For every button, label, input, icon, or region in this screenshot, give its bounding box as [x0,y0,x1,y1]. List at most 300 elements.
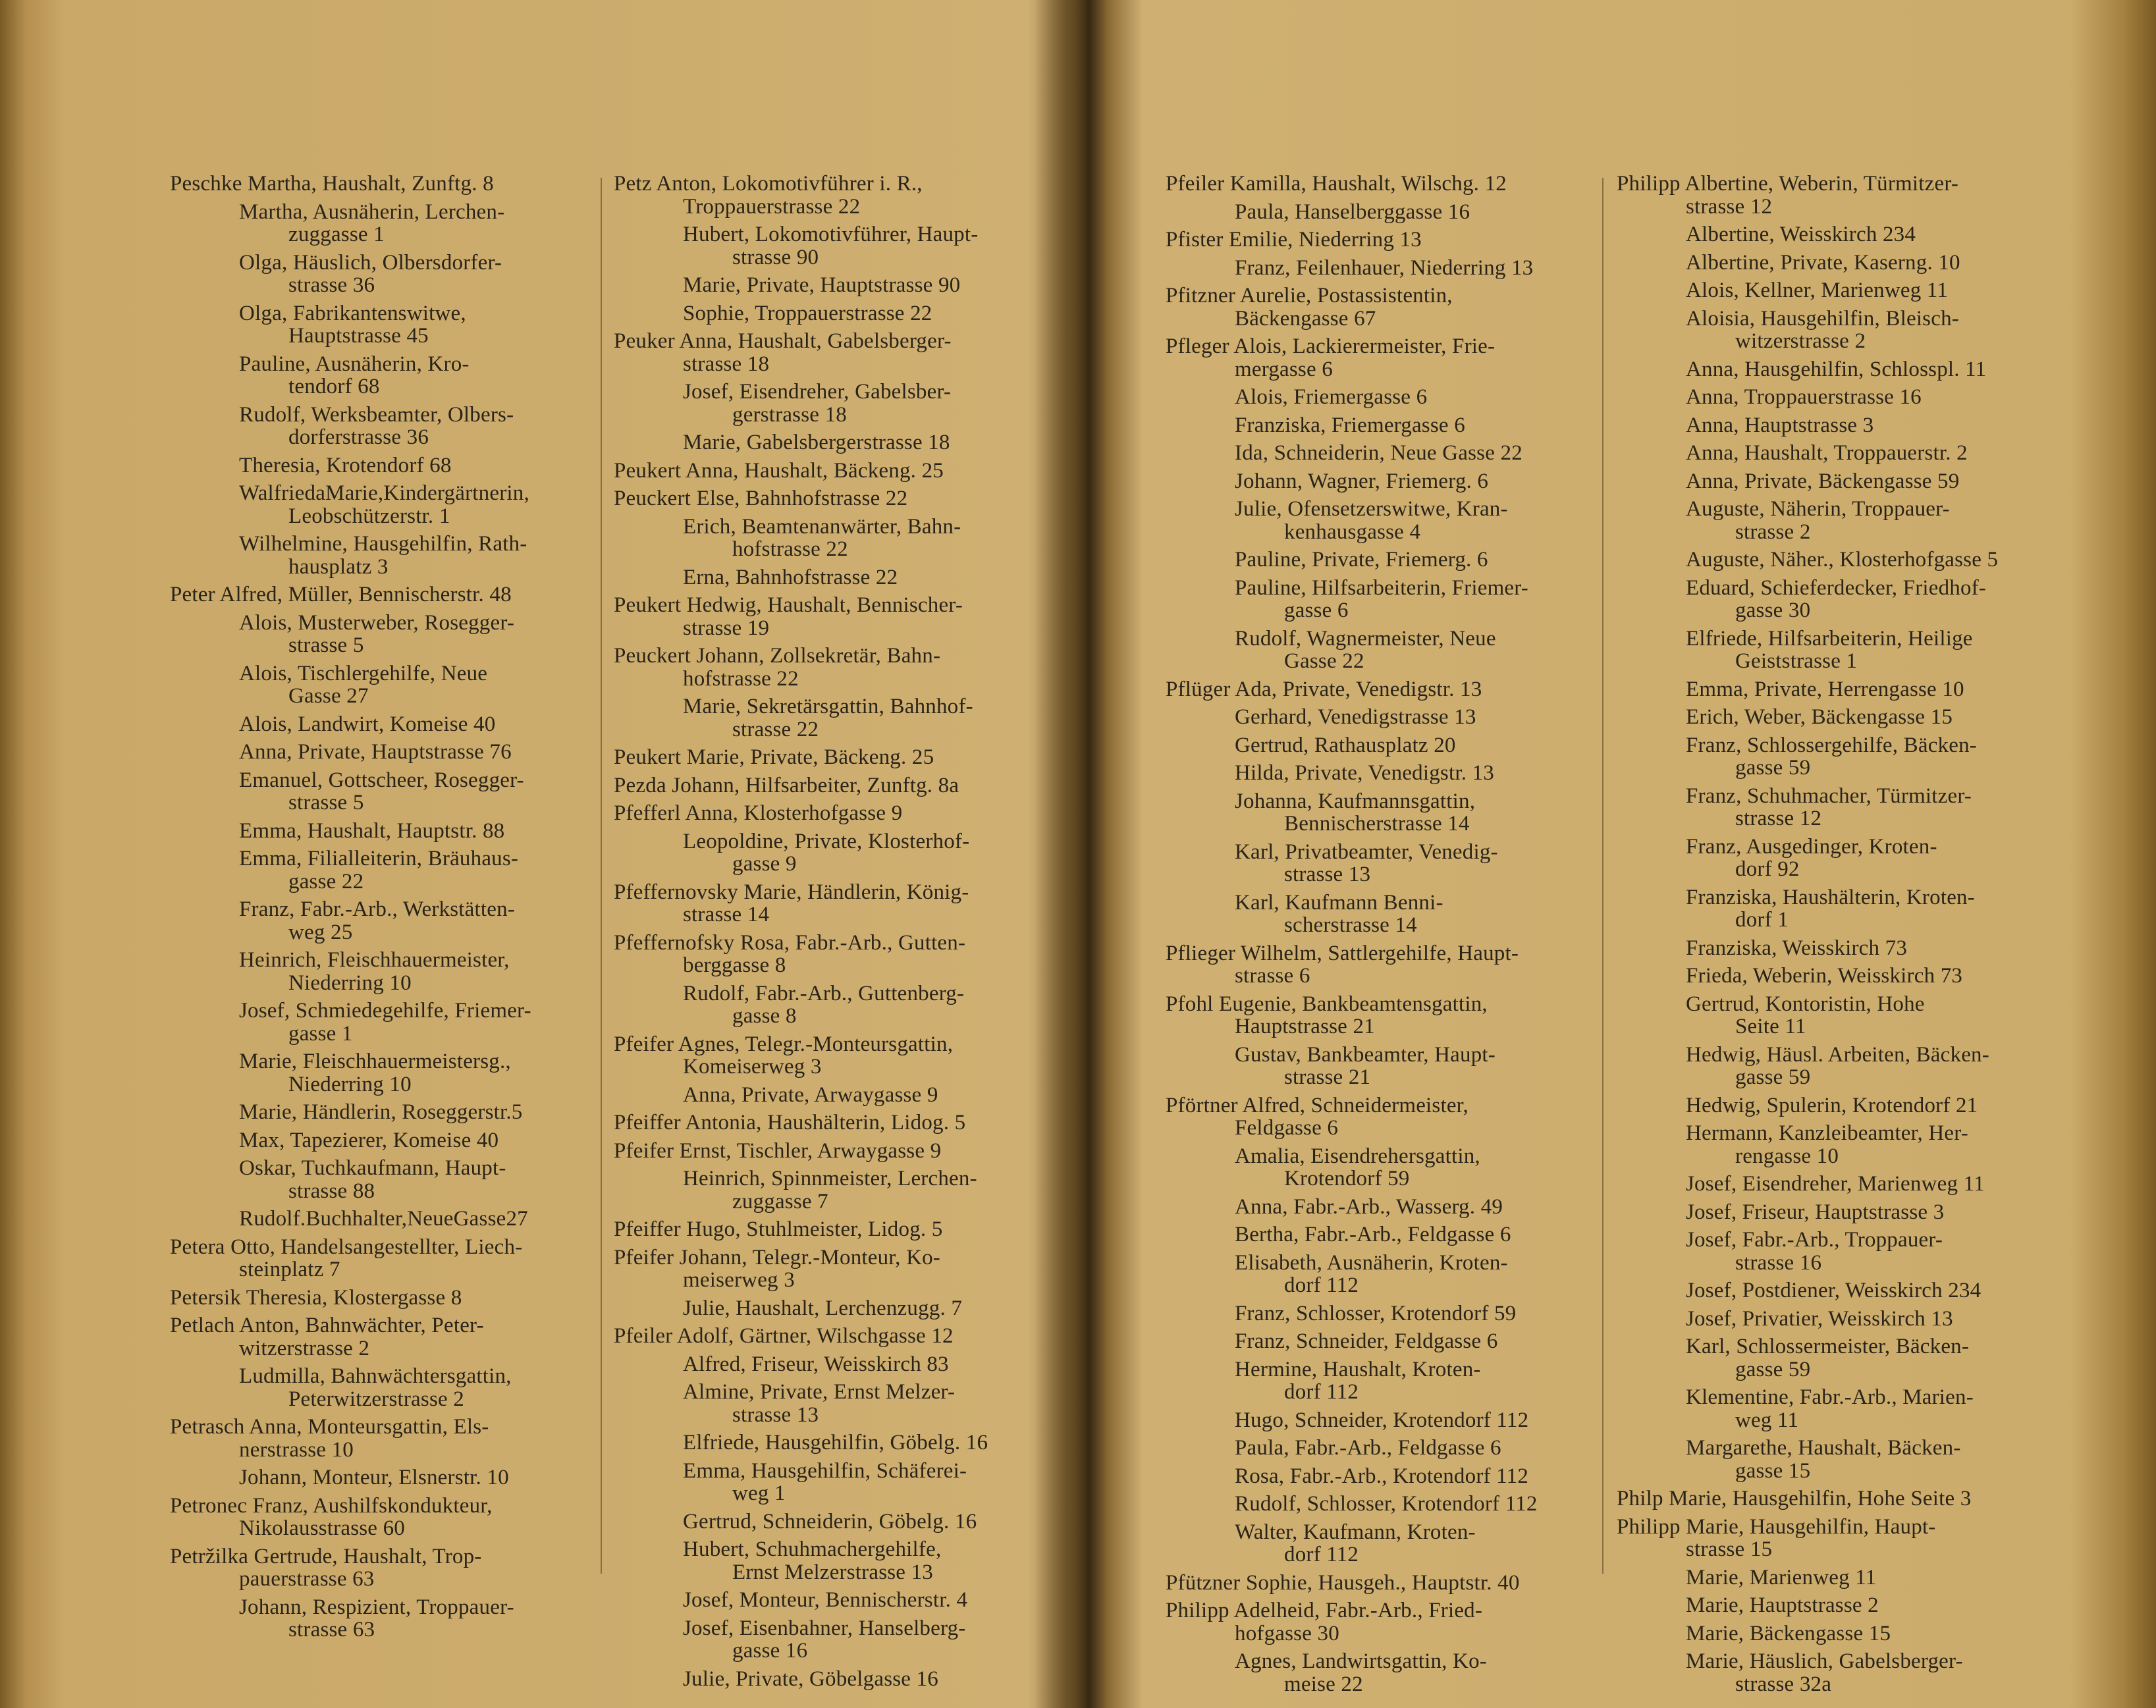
directory-subentry [170,482,591,527]
directory-entry [1166,284,1587,330]
directory-subentry [1617,1094,2038,1117]
entry-text: Pfützner Sophie, Hausgeh., Hauptstr. 40 [1166,1570,1520,1595]
directory-subentry [170,741,591,764]
entry-text: Anna, Haushalt, Troppauerstr. 2 [1686,441,1968,465]
directory-subentry [1166,734,1587,757]
directory-subentry [170,1101,591,1124]
entry-text: Philp Marie, Hausgehilfin, Hohe Seite 3 [1617,1487,1972,1510]
directory-entry [614,173,1048,218]
directory-subentry [170,1596,591,1641]
entry-text: Oskar, Tuchkaufmann, Haupt- [239,1156,506,1180]
entry-text: Gertrud, Rathausplatz 20 [1235,733,1456,757]
directory-subentry [1166,1465,1587,1488]
entry-text: Rosa, Fabr.-Arb., Krotendorf 112 [1235,1464,1529,1488]
directory-subentry [1166,548,1587,572]
directory-subentry [170,662,591,708]
entry-text: Rudolf, Werksbeamter, Olbers- [239,402,514,427]
directory-subentry [1617,358,2038,381]
entry-continuation: strasse 5 [288,791,364,814]
entry-text: Peukert Hedwig, Haushalt, Bennischer- [614,593,963,617]
directory-subentry [614,223,1048,269]
entry-continuation: nerstrasse 10 [239,1437,354,1462]
directory-subentry [170,820,591,843]
directory-subentry [170,1208,591,1231]
entry-text: Gustav, Bankbeamter, Haupt- [1235,1042,1496,1067]
entry-text: Rudolf, Fabr.-Arb., Guttenberg- [683,981,965,1005]
directory-subentry [614,1167,1048,1213]
directory-subentry [1617,223,2038,246]
entry-continuation: strasse 88 [288,1179,375,1203]
directory-subentry [614,516,1048,561]
directory-entry [614,645,1048,690]
entry-continuation: gasse 30 [1735,599,1811,622]
entry-text: Alfred, Friseur, Weisskirch 83 [683,1352,949,1376]
entry-continuation: tendorf 68 [288,375,380,398]
entry-text: Josef, Fabr.-Arb., Troppauer- [1686,1228,1943,1252]
entry-continuation: Nikolausstrasse 60 [239,1516,405,1540]
entry-text: Albertine, Private, Kaserng. 10 [1686,250,1960,275]
directory-subentry [1617,1650,2038,1695]
entry-continuation: gasse 59 [1735,1065,1811,1089]
directory-entry [1617,1516,2038,1561]
directory-subentry [1617,1335,2038,1381]
entry-text: Pfeffernovsky Marie, Händlerin, König- [614,880,969,904]
directory-entry [614,487,1048,510]
entry-continuation: strasse 63 [288,1618,375,1641]
directory-column-3 [1166,173,1587,1701]
entry-text: Peuckert Else, Bahnhofstrasse 22 [614,487,908,510]
entry-text: Franz, Fabr.-Arb., Werkstätten- [239,897,515,921]
column-divider-left [601,178,602,1574]
entry-text: Almine, Private, Ernst Melzer- [683,1380,956,1404]
directory-subentry [614,1589,1048,1612]
entry-text: Rudolf.Buchhalter,NeueGasse27 [239,1207,528,1231]
directory-subentry [170,1157,591,1202]
directory-entry [1617,1487,2038,1510]
entry-continuation: dorferstrasse 36 [288,425,429,449]
entry-text: Paula, Hanselberggasse 16 [1235,200,1470,224]
directory-subentry [1617,1594,2038,1617]
entry-continuation: Niederring 10 [288,971,412,995]
directory-entry [614,1218,1048,1241]
entry-text: Petera Otto, Handelsangestellter, Liech- [170,1235,523,1259]
entry-continuation: zuggasse 7 [732,1189,828,1214]
entry-text: Philipp Marie, Hausgehilfin, Haupt- [1617,1514,1936,1539]
directory-entry [1166,228,1587,252]
directory-subentry [1617,993,2038,1038]
entry-continuation: Gasse 22 [1284,649,1364,673]
entry-continuation: strasse 18 [683,352,770,376]
directory-entry [614,460,1048,483]
directory-subentry [1166,257,1587,280]
directory-subentry [614,274,1048,297]
directory-subentry [1166,1196,1587,1219]
directory-entry [170,583,591,606]
directory-subentry [1166,498,1587,543]
directory-subentry [1166,627,1587,673]
directory-entry [170,1495,591,1540]
directory-subentry [614,982,1048,1028]
entry-text: Eduard, Schieferdecker, Friedhof- [1686,575,1987,600]
directory-subentry [614,1353,1048,1376]
directory-subentry [170,201,591,246]
entry-text: Petz Anton, Lokomotivführer i. R., [614,172,923,196]
directory-subentry [170,533,591,578]
entry-continuation: strasse 90 [732,245,819,269]
entry-continuation: Hauptstrasse 21 [1235,1015,1375,1038]
directory-entry [170,1236,591,1281]
entry-text: Hedwig, Häusl. Arbeiten, Bäcken- [1686,1042,1989,1067]
entry-text: Anna, Fabr.-Arb., Wasserg. 49 [1235,1194,1503,1219]
entry-continuation: berggasse 8 [683,953,786,977]
directory-subentry [1617,1201,2038,1224]
entry-text: Josef, Eisendreher, Marienweg 11 [1686,1172,1985,1196]
entry-text: Pfister Emilie, Niederring 13 [1166,228,1422,252]
entry-continuation: strasse 19 [683,616,770,640]
directory-entry [170,1287,591,1310]
directory-subentry [170,949,591,994]
entry-text: Margarethe, Haushalt, Bäcken- [1686,1436,1961,1460]
directory-subentry [1166,790,1587,836]
directory-entry [1166,173,1587,196]
entry-text: Pfeiler Kamilla, Haushalt, Wilschg. 12 [1166,172,1507,196]
entry-text: Aloisia, Hausgehilfin, Bleisch- [1686,306,1959,331]
entry-text: Paula, Fabr.-Arb., Feldgasse 6 [1235,1436,1501,1460]
directory-subentry [1166,386,1587,409]
directory-entry [170,1314,591,1360]
entry-text: Pfeiffer Hugo, Stuhlmeister, Lidog. 5 [614,1217,943,1241]
entry-continuation: weg 11 [1735,1408,1799,1432]
entry-text: Elfriede, Hilfsarbeiterin, Heilige [1686,626,1973,651]
directory-entry [1166,942,1587,988]
directory-subentry [614,566,1048,589]
directory-subentry [1617,734,2038,780]
entry-text: Auguste, Näherin, Troppauer- [1686,497,1950,521]
directory-subentry [1166,577,1587,622]
directory-subentry [1617,937,2038,960]
entry-text: Emanuel, Gottscheer, Rosegger- [239,768,524,792]
directory-subentry [1617,1044,2038,1089]
directory-subentry [1166,1223,1587,1246]
entry-text: Alois, Friemergasse 6 [1235,385,1428,409]
directory-subentry [1166,414,1587,437]
entry-text: Elisabeth, Ausnäherin, Kroten- [1235,1250,1508,1275]
directory-subentry [1166,762,1587,785]
directory-entry [170,1545,591,1591]
directory-subentry [614,381,1048,426]
entry-continuation: strasse 12 [1735,807,1822,830]
directory-subentry [1617,1229,2038,1274]
entry-continuation: Bennischerstrasse 14 [1284,812,1470,836]
entry-continuation: Seite 11 [1735,1015,1806,1038]
entry-continuation: Niederring 10 [288,1072,412,1096]
entry-continuation: strasse 14 [683,903,770,926]
entry-continuation: gasse 59 [1735,756,1811,780]
entry-text: Marie, Private, Hauptstrasse 90 [683,273,961,297]
directory-subentry [1617,678,2038,701]
directory-entry [614,932,1048,977]
directory-entry [614,1140,1048,1163]
directory-subentry [1617,279,2038,302]
entry-text: Pfeifer Ernst, Tischler, Arwaygasse 9 [614,1138,942,1163]
entry-text: Johann, Respizient, Troppauer- [239,1595,514,1619]
entry-continuation: hofstrasse 22 [683,666,799,691]
entry-continuation: witzerstrasse 2 [239,1336,370,1360]
entry-text: Emma, Hausgehilfin, Schäferei- [683,1458,967,1483]
entry-text: Sophie, Troppauerstrasse 22 [683,301,932,325]
entry-continuation: strasse 16 [1735,1250,1822,1275]
entry-continuation: Troppauerstrasse 22 [683,194,861,219]
directory-subentry [1617,706,2038,729]
entry-text: Pezda Johann, Hilfsarbeiter, Zunftg. 8a [614,773,959,797]
entry-continuation: meiserweg 3 [683,1268,795,1292]
directory-subentry [1617,548,2038,572]
entry-text: Pflieger Wilhelm, Sattlergehilfe, Haupt- [1166,941,1519,965]
directory-subentry [170,713,591,736]
directory-subentry [170,769,591,814]
entry-continuation: pauerstrasse 63 [239,1567,375,1591]
entry-continuation: meise 22 [1284,1672,1363,1696]
entry-text: Peuckert Johann, Zollsekretär, Bahn- [614,644,941,668]
directory-subentry [1166,706,1587,729]
directory-subentry [1617,577,2038,622]
directory-subentry [170,404,591,449]
entry-text: Franz, Schlossergehilfe, Bäcken- [1686,733,1977,757]
entry-text: Pfohl Eugenie, Bankbeamtensgattin, [1166,992,1488,1016]
entry-text: Karl, Kaufmann Benni- [1235,890,1443,915]
entry-text: Josef, Friseur, Hauptstrasse 3 [1686,1200,1945,1224]
directory-subentry [1166,1409,1587,1432]
entry-text: Anna, Private, Bäckengasse 59 [1686,469,1960,493]
directory-subentry [1166,1330,1587,1353]
entry-text: Heinrich, Spinnmeister, Lerchen- [683,1167,977,1190]
directory-column-2 [614,173,1048,1695]
entry-continuation: Gasse 27 [288,684,369,708]
entry-text: Pflüger Ada, Private, Venedigstr. 13 [1166,677,1482,701]
entry-text: Erich, Beamtenanwärter, Bahn- [683,514,961,539]
entry-text: Marie, Marienweg 11 [1686,1565,1877,1589]
entry-text: Wilhelmine, Hausgehilfin, Rath- [239,532,527,556]
entry-text: Anna, Troppauerstrasse 16 [1686,385,1922,409]
entry-text: Josef, Schmiedegehilfe, Friemer- [239,999,531,1023]
entry-text: Gertrud, Schneiderin, Göbelg. 16 [683,1509,977,1534]
entry-text: Gerhard, Venedigstrasse 13 [1235,705,1476,729]
entry-text: Karl, Schlossermeister, Bäcken- [1686,1335,1970,1358]
entry-text: Josef, Eisenbahner, Hanselberg- [683,1616,966,1640]
entry-continuation: strasse 6 [1235,964,1310,988]
entry-continuation: hofstrasse 22 [732,537,848,561]
entry-text: Pfleger Alois, Lackierermeister, Frie- [1166,334,1496,358]
entry-continuation: scherstrasse 14 [1284,913,1417,937]
entry-text: Franziska, Weisskirch 73 [1686,936,1908,960]
directory-entry [170,173,591,196]
entry-continuation: gasse 59 [1735,1357,1811,1381]
entry-continuation: Ernst Melzerstrasse 13 [732,1560,933,1584]
directory-subentry [1617,386,2038,409]
directory-entry [614,1246,1048,1292]
entry-text: Gertrud, Kontoristin, Hohe [1686,992,1925,1016]
directory-subentry [1617,1279,2038,1302]
entry-text: Julie, Ofensetzerswitwe, Kran- [1235,497,1508,521]
entry-text: Marie, Händlerin, Roseggerstr.5 [239,1100,523,1124]
entry-text: Pfeifer Johann, Telegr.-Monteur, Ko- [614,1245,940,1269]
entry-text: Bertha, Fabr.-Arb., Feldgasse 6 [1235,1223,1511,1246]
entry-continuation: gasse 22 [288,869,364,894]
entry-text: Pfeiffer Antonia, Haushälterin, Lidog. 5 [614,1111,966,1134]
directory-subentry [1617,1173,2038,1196]
entry-continuation: Leobschützerstr. 1 [288,504,450,528]
entry-continuation: strasse 12 [1686,194,1773,219]
entry-continuation: strasse 21 [1284,1065,1371,1089]
entry-continuation: strasse 13 [1284,863,1371,886]
entry-continuation: Komeiserweg 3 [683,1055,822,1079]
entry-text: Johann, Monteur, Elsnerstr. 10 [239,1466,509,1489]
entry-text: Max, Tapezierer, Komeise 40 [239,1128,499,1152]
directory-entry [1166,1572,1587,1595]
directory-subentry [1166,1145,1587,1190]
entry-continuation: hausplatz 3 [288,554,389,579]
directory-subentry [1166,442,1587,465]
directory-subentry [1166,1252,1587,1297]
entry-text: Pfeiler Adolf, Gärtner, Wilschgasse 12 [614,1324,954,1348]
directory-subentry [614,1617,1048,1663]
entry-text: Josef, Privatier, Weisskirch 13 [1686,1306,1953,1331]
entry-text: Anna, Private, Arwaygasse 9 [683,1082,938,1107]
column-divider-right [1602,178,1604,1574]
directory-subentry [1617,1122,2038,1167]
entry-continuation: gasse 8 [732,1004,797,1028]
entry-continuation: strasse 13 [732,1402,819,1427]
entry-continuation: gasse 6 [1284,599,1349,622]
directory-subentry [1617,252,2038,275]
entry-text: Franz, Feilenhauer, Niederring 13 [1235,255,1534,280]
entry-text: Anna, Private, Hauptstrasse 76 [239,740,512,764]
directory-subentry [614,830,1048,876]
entry-text: Franz, Schneider, Feldgasse 6 [1235,1329,1498,1353]
entry-text: Erich, Weber, Bäckengasse 15 [1686,705,1953,729]
entry-continuation: Krotendorf 59 [1284,1167,1410,1190]
entry-continuation: witzerstrasse 2 [1735,329,1866,353]
entry-text: Leopoldine, Private, Klosterhof- [683,829,970,853]
entry-text: Klementine, Fabr.-Arb., Marien- [1686,1385,1974,1409]
entry-text: Auguste, Näher., Klosterhofgasse 5 [1686,548,1999,572]
entry-continuation: Geiststrasse 1 [1735,649,1858,673]
directory-entry [614,1325,1048,1348]
entry-text: Marie, Bäckengasse 15 [1686,1621,1891,1645]
entry-continuation: Hauptstrasse 45 [288,324,429,348]
directory-subentry [614,695,1048,741]
entry-text: Marie, Hauptstrasse 2 [1686,1593,1879,1617]
directory-subentry [170,1466,591,1489]
directory-subentry [1617,1308,2038,1331]
entry-continuation: weg 25 [288,920,353,944]
directory-subentry [1617,442,2038,465]
entry-text: Franz, Schuhmacher, Türmitzer- [1686,784,1972,808]
directory-entry [1166,1094,1587,1140]
entry-text: Josef, Postdiener, Weisskirch 234 [1686,1279,1981,1302]
directory-subentry [170,1050,591,1096]
entry-text: Hermine, Haushalt, Kroten- [1235,1357,1481,1381]
directory-subentry [1166,1302,1587,1325]
entry-text: Julie, Private, Göbelgasse 16 [683,1667,938,1691]
directory-subentry [1166,1650,1587,1695]
directory-entry [1166,993,1587,1038]
entry-text: Alois, Kellner, Marienweg 11 [1686,279,1949,302]
entry-text: Johanna, Kaufmannsgattin, [1235,789,1476,813]
directory-subentry [1617,886,2038,932]
entry-continuation: dorf 92 [1735,857,1800,881]
entry-text: Hubert, Schuhmachergehilfe, [683,1537,942,1561]
entry-continuation: steinplatz 7 [239,1258,340,1281]
directory-subentry [614,1084,1048,1107]
entry-continuation: Feldgasse 6 [1235,1116,1339,1140]
entry-text: Heinrich, Fleischhauermeister, [239,948,510,972]
entry-continuation: Bäckengasse 67 [1235,306,1376,331]
directory-subentry [614,1538,1048,1584]
entry-continuation: mergasse 6 [1235,357,1333,381]
directory-subentry [1166,1044,1587,1089]
entry-continuation: strasse 2 [1735,520,1811,544]
entry-text: Marie, Häuslich, Gabelsberger- [1686,1649,1963,1673]
directory-subentry [1617,836,2038,881]
entry-continuation: gasse 15 [1735,1458,1811,1483]
directory-column-1 [170,173,591,1647]
entry-text: Ida, Schneiderin, Neue Gasse 22 [1235,441,1523,465]
entry-text: Pförtner Alfred, Schneidermeister, [1166,1093,1469,1117]
directory-entry [1617,173,2038,218]
entry-text: Alois, Tischlergehilfe, Neue [239,661,488,685]
entry-continuation: strasse 22 [732,717,819,741]
directory-subentry [614,302,1048,325]
entry-continuation: gasse 9 [732,852,797,876]
entry-text: Hilda, Private, Venedigstr. 13 [1235,761,1495,785]
entry-continuation: zuggasse 1 [288,223,385,246]
directory-subentry [1617,1386,2038,1431]
entry-continuation: gerstrasse 18 [732,402,847,427]
entry-text: Marie, Fleischhauermeistersg., [239,1050,511,1073]
directory-subentry [170,302,591,348]
entry-text: WalfriedaMarie,Kindergärtnerin, [239,481,529,505]
entry-text: Karl, Privatbeamter, Venedig- [1235,840,1498,864]
entry-text: Pauline, Ausnäherin, Kro- [239,352,470,376]
entry-text: Frieda, Weberin, Weisskirch 73 [1686,964,1963,988]
directory-subentry [1617,470,2038,493]
entry-text: Pfeffernofsky Rosa, Fabr.-Arb., Gutten- [614,930,966,955]
directory-subentry [1166,841,1587,886]
directory-subentry [614,1297,1048,1320]
entry-text: Rudolf, Schlosser, Krotendorf 112 [1235,1492,1538,1516]
directory-subentry [614,1381,1048,1426]
directory-subentry [170,1129,591,1152]
directory-subentry [1166,1493,1587,1516]
directory-entry [170,1416,591,1461]
directory-entry [614,746,1048,769]
directory-entry [614,594,1048,639]
entry-continuation: kenhausgasse 4 [1284,520,1421,544]
entry-text: Pfitzner Aurelie, Postassistentin, [1166,284,1453,307]
entry-text: Olga, Fabrikantenswitwe, [239,301,466,325]
entry-text: Peukert Marie, Private, Bäckeng. 25 [614,745,934,769]
directory-subentry [1617,627,2038,673]
entry-text: Hedwig, Spulerin, Krotendorf 21 [1686,1093,1978,1117]
entry-text: Petersik Theresia, Klostergasse 8 [170,1285,462,1310]
entry-continuation: dorf 112 [1284,1543,1359,1566]
entry-text: Alois, Landwirt, Komeise 40 [239,712,496,736]
entry-text: Franziska, Haushälterin, Kroten- [1686,885,1975,909]
directory-entry [1166,335,1587,381]
entry-continuation: gasse 1 [288,1021,353,1046]
entry-text: Peukert Anna, Haushalt, Bäckeng. 25 [614,458,944,483]
